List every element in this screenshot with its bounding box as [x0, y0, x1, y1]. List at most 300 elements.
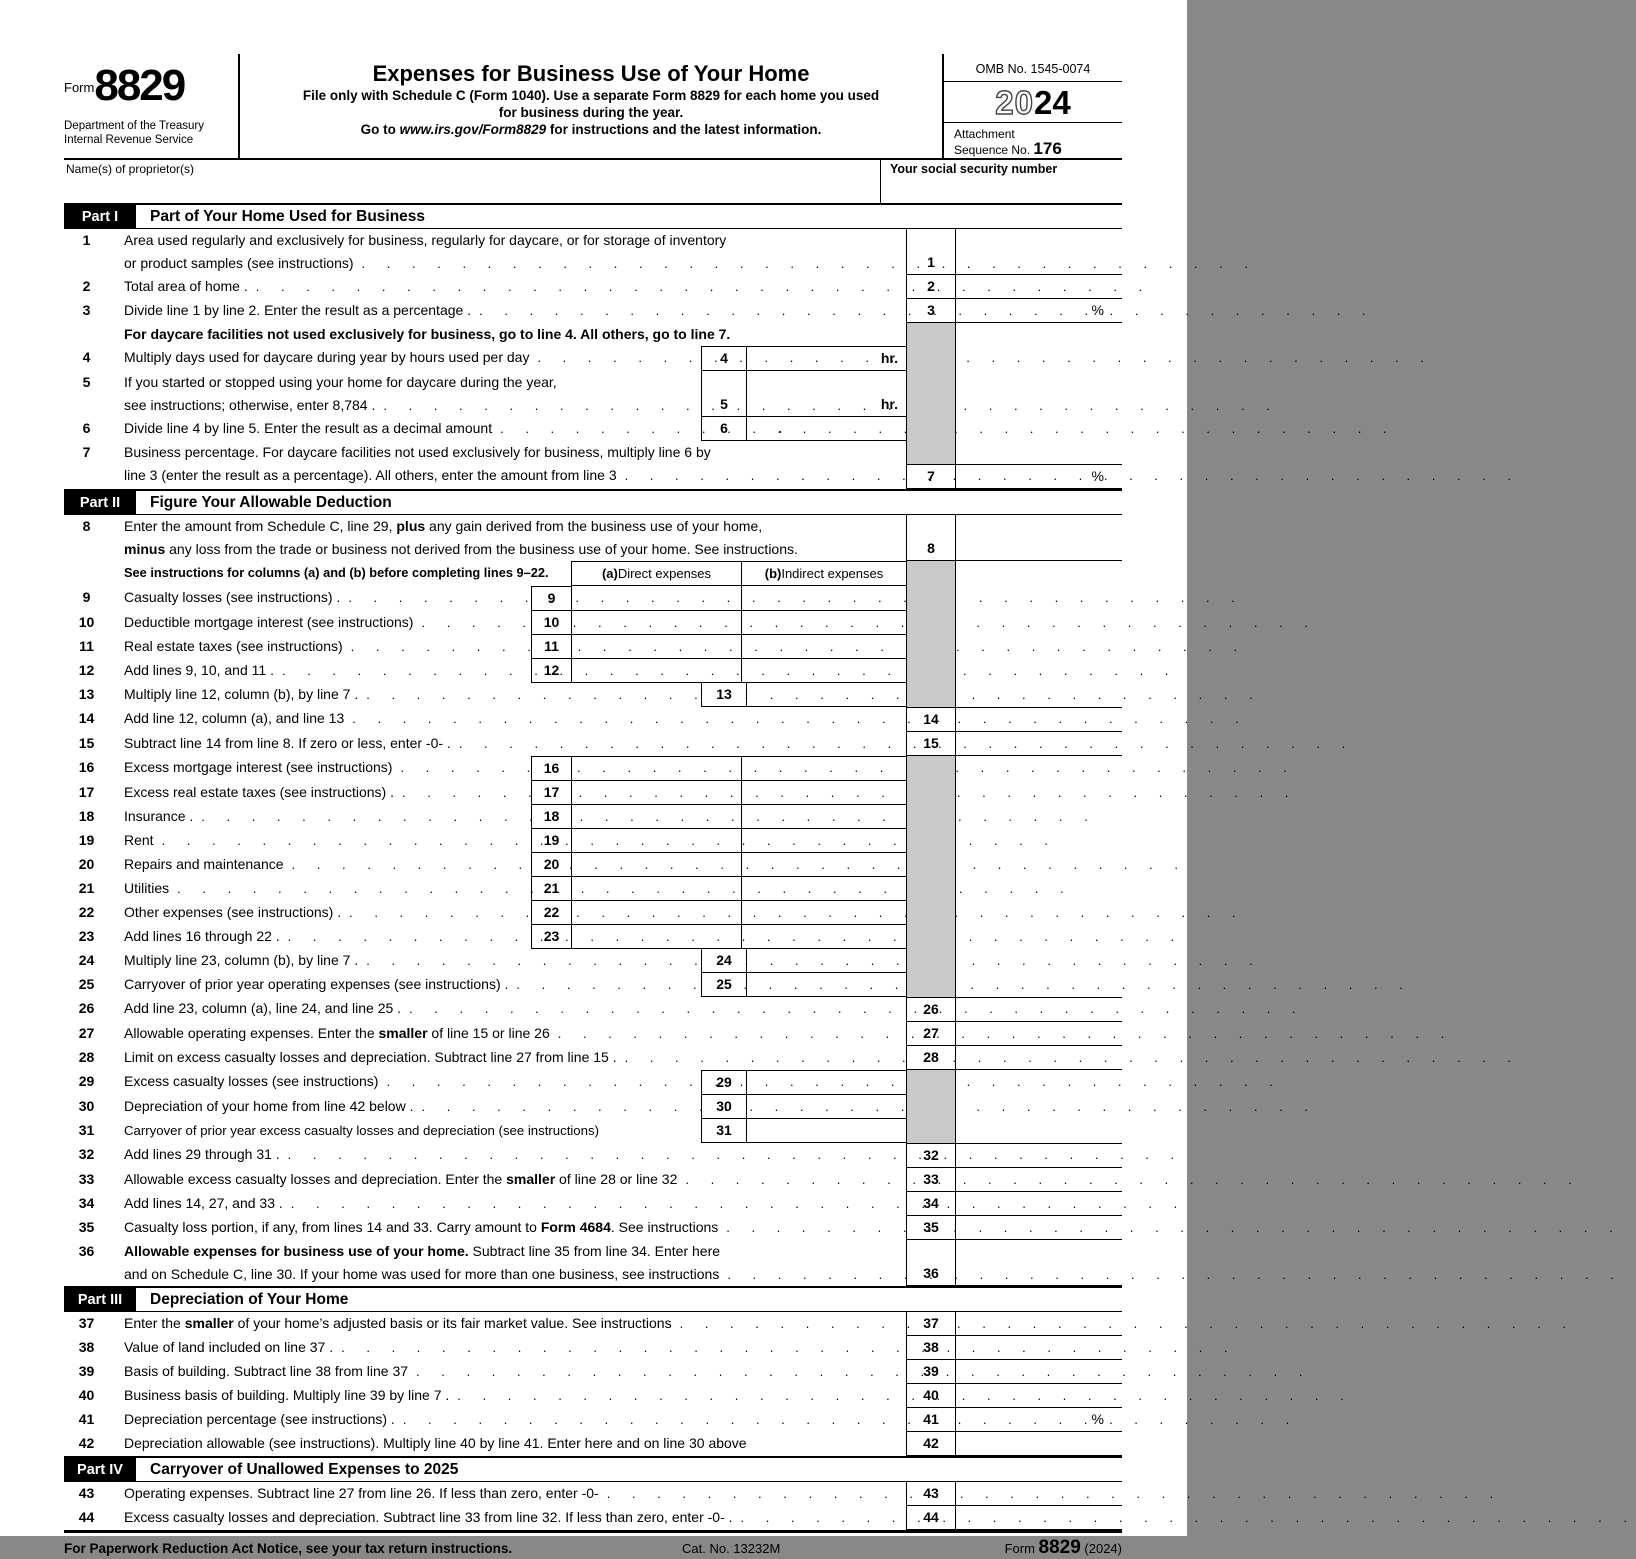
dot-leader: [413, 1095, 701, 1119]
line-31-label: Carryover of prior year excess casualty losses and depreciation (see instructions): [124, 1123, 599, 1138]
line-5-row: [64, 371, 1122, 417]
shaded-cell: [906, 756, 956, 781]
line-28-box-number: 28: [906, 1046, 956, 1070]
dot-leader: [492, 417, 701, 441]
dot-leader: [451, 732, 906, 756]
part-iv-tag: Part IV: [64, 1458, 136, 1481]
empty-cell: [956, 659, 1122, 683]
column-header-row: [64, 561, 1122, 586]
line-41-row: [64, 1408, 1122, 1432]
line-19-label: Rent . . .: [109, 829, 531, 853]
line-8-number: 8: [82, 518, 91, 534]
line-24-box-number: 24: [701, 949, 746, 973]
line-41-amount-box[interactable]: [956, 1408, 1122, 1432]
line-41-label: Depreciation percentage (see instructions) . . . .: [109, 1408, 906, 1432]
line-3-label: Divide line 1 by line 2. Enter the result as a percentage . . . .: [109, 299, 906, 323]
empty-cell: [956, 561, 1122, 586]
line-15-number: 15: [78, 735, 95, 751]
line-11-label: Real estate taxes (see instructions) . . .: [109, 635, 531, 659]
line-32-box-number: 32: [906, 1143, 956, 1168]
dot-leader: [733, 1506, 906, 1530]
line-11-direct-box[interactable]: [571, 635, 741, 659]
line-22-direct-box[interactable]: [571, 901, 741, 925]
empty-cell: [956, 346, 1122, 371]
line-18-indirect-box[interactable]: [741, 805, 906, 829]
omb-number: OMB No. 1545-0074: [944, 54, 1122, 82]
line-6-number: 6: [82, 420, 91, 436]
line-31-number: 31: [78, 1122, 95, 1138]
line-1-label: Area used regularly and exclusively for business, regularly for daycare, or for storage of inventory or product samples (see instructions) . . .: [109, 229, 906, 275]
line-7-row-bottom: [64, 464, 1122, 489]
empty-cell: [956, 417, 1122, 441]
line-10-box-number: 10: [531, 611, 571, 635]
shaded-cell: [906, 635, 956, 659]
line-10-direct-box[interactable]: [571, 611, 741, 635]
line-16-row: [64, 756, 1122, 781]
line-29-row: [64, 1070, 1122, 1095]
name-ssn-row: [64, 160, 1122, 203]
empty-cell: [956, 829, 1122, 853]
line-25-row: [64, 973, 1122, 997]
line-44-number: 44: [78, 1509, 95, 1525]
line-24-number: 24: [78, 952, 95, 968]
empty-cell: [956, 877, 1122, 901]
dot-leader: [395, 1408, 906, 1432]
empty-cell: [956, 949, 1122, 973]
line-29-value-box[interactable]: [746, 1070, 906, 1095]
empty-cell: [956, 901, 1122, 925]
percent-sign: %: [1091, 1411, 1104, 1427]
line-4-number: 4: [82, 349, 91, 365]
line-30-box-number: 30: [701, 1095, 746, 1119]
line-16-label: Excess mortgage interest (see instructions) . . .: [109, 756, 531, 781]
line-21-indirect-box[interactable]: [741, 877, 906, 901]
line-23-direct-box[interactable]: [571, 925, 741, 949]
line-2-number: 2: [82, 278, 91, 294]
empty-cell: [956, 586, 1122, 611]
line-17-row: [64, 781, 1122, 805]
dot-leader: [471, 299, 906, 323]
line-34-amount-box[interactable]: [956, 1192, 1122, 1216]
line-17-indirect-box[interactable]: [741, 781, 906, 805]
line-19-number: 19: [78, 832, 95, 848]
dot-leader: [284, 853, 531, 877]
shaded-cell: [906, 346, 956, 371]
line-8-label: Enter the amount from Schedule C, line 29, plus any gain derived from the business use of your home, minus any loss from the trade or business not derived from the business use of your home. See instructions.: [124, 518, 798, 557]
line-26-amount-box[interactable]: [956, 997, 1122, 1022]
line-8-box-number: 8: [906, 515, 956, 561]
paperwork-notice: For Paperwork Reduction Act Notice, see your tax return instructions.: [64, 1541, 513, 1556]
dot-leader: [617, 464, 906, 489]
line-18-direct-box[interactable]: [571, 805, 741, 829]
line-39-amount-box[interactable]: [956, 1360, 1122, 1384]
line-26-number: 26: [78, 1000, 95, 1016]
line-22-label: Other expenses (see instructions) . . . .: [109, 901, 531, 925]
line-10-indirect-box[interactable]: [741, 611, 906, 635]
line-25-label: Carryover of prior year operating expenses (see instructions) . . . .: [109, 973, 701, 997]
tax-year: 2024: [944, 82, 1122, 123]
line-37-row: [64, 1312, 1122, 1336]
line-10-number: 10: [78, 614, 95, 630]
shaded-cell: [906, 829, 956, 853]
line-3-number: 3: [82, 302, 91, 318]
shaded-cell: [906, 441, 956, 464]
line-37-amount-box[interactable]: [956, 1312, 1122, 1336]
line-26-row: [64, 997, 1122, 1022]
line-3-box-number: 3: [906, 299, 956, 323]
line-42-number: 42: [78, 1435, 95, 1451]
line-1-row: [64, 229, 1122, 275]
line-7-label-1: Business percentage. For daycare facilities not used exclusively for business, multiply line 6 by: [124, 444, 711, 460]
line-29-box-number: 29: [701, 1070, 746, 1095]
line-19-direct-box[interactable]: [571, 829, 741, 853]
empty-cell: [956, 853, 1122, 877]
part-ii-tag: Part II: [64, 491, 136, 514]
empty-cell: [956, 323, 1122, 346]
empty-cell: [956, 805, 1122, 829]
line-43-amount-box[interactable]: [956, 1482, 1122, 1506]
line-32-amount-box[interactable]: [956, 1143, 1122, 1168]
empty-cell: [956, 441, 1122, 464]
line-25-value-box[interactable]: [746, 973, 906, 997]
line-11-indirect-box[interactable]: [741, 635, 906, 659]
dot-leader: [719, 1263, 906, 1286]
dot-leader: [378, 1070, 701, 1095]
line-38-row: [64, 1336, 1122, 1360]
line-19-indirect-box[interactable]: [741, 829, 906, 853]
line-11-box-number: 11: [531, 635, 571, 659]
line-36-amount-box[interactable]: [956, 1240, 1122, 1286]
dot-leader: [672, 1312, 906, 1336]
dot-leader: [413, 611, 531, 635]
part-iii-header: [64, 1286, 1122, 1312]
line-17-label: Excess real estate taxes (see instructions) . . . .: [109, 781, 531, 805]
see-instructions-note: See instructions for columns (a) and (b) before completing lines 9–22.: [124, 565, 549, 580]
line-38-amount-box[interactable]: [956, 1336, 1122, 1360]
shaded-cell: [906, 973, 956, 997]
form-header: [64, 54, 1122, 160]
line-37-label: Enter the smaller of your home’s adjusted basis or its fair market value. See instructions . . .: [109, 1312, 906, 1336]
empty-cell: [956, 925, 1122, 949]
line-16-indirect-box[interactable]: [741, 756, 906, 781]
line-9-indirect-box[interactable]: [741, 586, 906, 611]
line-12-row: [64, 659, 1122, 683]
empty-cell: [956, 781, 1122, 805]
line-16-direct-box[interactable]: [571, 756, 741, 781]
line-23-indirect-box[interactable]: [741, 925, 906, 949]
line-36-number: 36: [78, 1243, 95, 1259]
line-7-row-top: [64, 441, 1122, 464]
line-28-number: 28: [78, 1049, 95, 1065]
line-14-row: [64, 707, 1122, 732]
line-37-box-number: 37: [906, 1312, 956, 1336]
line-42-amount-box[interactable]: [956, 1432, 1122, 1456]
line-13-value-box[interactable]: [746, 683, 906, 707]
line-8-amount-box[interactable]: [956, 515, 1122, 561]
line-23-box-number: 23: [531, 925, 571, 949]
attachment-sequence: Attachment Sequence No. 176: [954, 127, 1062, 158]
empty-cell: [956, 1119, 1122, 1143]
form-word: Form: [64, 80, 95, 95]
line-15-amount-box[interactable]: [956, 732, 1122, 756]
line-5-number: 5: [82, 374, 91, 390]
line-31-value-box[interactable]: [746, 1119, 906, 1143]
shaded-cell: [906, 1119, 956, 1143]
shaded-cell: [906, 853, 956, 877]
empty-cell: [956, 611, 1122, 635]
line-22-box-number: 22: [531, 901, 571, 925]
shaded-cell: [906, 877, 956, 901]
shaded-cell: [906, 1095, 956, 1119]
line-29-label: Excess casualty losses (see instructions) . . .: [109, 1070, 701, 1095]
line-36-label: Allowable expenses for business use of your home. Subtract line 35 from line 34. Enter here and on Schedule C, line 30. If your home was used for more than one business, see instructions . . .: [109, 1240, 906, 1286]
dot-leader: [169, 877, 531, 901]
dot-leader: [392, 756, 531, 781]
line-18-box-number: 18: [531, 805, 571, 829]
line-2-box-number: 2: [906, 275, 956, 299]
line-44-label: Excess casualty losses and depreciation. Subtract line 33 from line 32. If less than zero, enter -0- . . . .: [109, 1506, 906, 1530]
line-33-amount-box[interactable]: [956, 1168, 1122, 1192]
column-a-header: (a) Direct expenses: [571, 561, 741, 586]
line-40-amount-box[interactable]: [956, 1384, 1122, 1408]
dot-leader: [280, 925, 531, 949]
line-27-box-number: 27: [906, 1022, 956, 1046]
column-b-header: (b) Indirect expenses: [741, 561, 906, 586]
line-4-row: [64, 346, 1122, 371]
dot-leader: [280, 1143, 906, 1168]
dot-leader: [529, 346, 701, 371]
line-31-row: [64, 1119, 1122, 1143]
dot-leader: [341, 901, 531, 925]
percent-sign: %: [1091, 302, 1104, 318]
dot-leader: [394, 781, 531, 805]
line-21-row: [64, 877, 1122, 901]
decimal-point: .: [778, 420, 782, 436]
line-1-amount-box[interactable]: [956, 229, 1122, 275]
line-17-direct-box[interactable]: [571, 781, 741, 805]
line-38-box-number: 38: [906, 1336, 956, 1360]
line-22-row: [64, 901, 1122, 925]
shaded-cell: [906, 561, 956, 586]
footer-form-id: Form 8829 (2024): [1004, 1537, 1122, 1558]
line-4-value-box[interactable]: [746, 346, 906, 371]
dot-leader: [508, 973, 701, 997]
line-13-number: 13: [78, 686, 95, 702]
line-18-label: Insurance . . . .: [109, 805, 531, 829]
empty-cell: [956, 635, 1122, 659]
line-21-direct-box[interactable]: [571, 877, 741, 901]
hours-unit: hr.: [880, 396, 898, 412]
dot-leader: [599, 1482, 906, 1506]
line-34-box-number: 34: [906, 1192, 956, 1216]
part-i-tag: Part I: [64, 205, 136, 228]
empty-cell: [956, 683, 1122, 707]
line-34-row: [64, 1192, 1122, 1216]
line-20-direct-box[interactable]: [571, 853, 741, 877]
line-5-box-number: 5: [701, 371, 746, 417]
part-i-title: Part of Your Home Used for Business: [150, 207, 426, 225]
line-15-label: Subtract line 14 from line 8. If zero or less, enter -0- . . . .: [109, 732, 906, 756]
dot-leader: [401, 997, 906, 1022]
dot-leader: [274, 659, 531, 683]
part-iv-header: [64, 1456, 1122, 1482]
line-24-value-box[interactable]: [746, 949, 906, 973]
line-13-row: [64, 683, 1122, 707]
irs-url: www.irs.gov/Form8829: [399, 122, 547, 137]
line-7-amount-box[interactable]: [956, 464, 1122, 489]
line-38-number: 38: [78, 1339, 95, 1355]
form-number: 8829: [94, 61, 185, 110]
shaded-cell: [906, 371, 956, 417]
line-17-number: 17: [78, 784, 95, 800]
form-number-block: [64, 54, 240, 158]
dot-leader: [248, 275, 906, 299]
dot-leader: [449, 1384, 906, 1408]
line-30-value-box[interactable]: [746, 1095, 906, 1119]
line-14-box-number: 14: [906, 707, 956, 732]
line-18-row: [64, 805, 1122, 829]
omb-year-block: [942, 54, 1122, 158]
line-12-indirect-box[interactable]: [741, 659, 906, 683]
line-44-row: [64, 1506, 1122, 1530]
line-5-label: If you started or stopped using your home for daycare during the year, see instructions; otherwise, enter 8,784 . . . .: [109, 371, 701, 417]
line-3-row: [64, 299, 1122, 323]
empty-cell: [956, 1095, 1122, 1119]
line-12-number: 12: [78, 662, 95, 678]
empty-cell: [956, 371, 1122, 417]
part-ii-header: [64, 489, 1122, 515]
line-20-label: Repairs and maintenance . . .: [109, 853, 531, 877]
dot-leader: [718, 1216, 906, 1240]
line-27-label: Allowable operating expenses. Enter the smaller of line 15 or line 26 . . .: [109, 1022, 906, 1046]
line-9-direct-box[interactable]: [571, 586, 741, 611]
part-iii-tag: Part III: [64, 1288, 136, 1311]
line-26-box-number: 26: [906, 997, 956, 1022]
shaded-cell: [906, 417, 956, 441]
line-44-box-number: 44: [906, 1506, 956, 1530]
line-1-number: 1: [82, 232, 91, 248]
shaded-cell: [906, 586, 956, 611]
line-22-number: 22: [78, 904, 95, 920]
ssn-field[interactable]: Your social security number: [880, 160, 1122, 203]
line-29-number: 29: [78, 1073, 95, 1089]
line-43-row: [64, 1482, 1122, 1506]
daycare-note: For daycare facilities not used exclusively for business, go to line 4. All others, go to line 7.: [124, 326, 731, 342]
agency-line-2: Internal Revenue Service: [64, 133, 194, 146]
line-28-amount-box[interactable]: [956, 1046, 1122, 1070]
line-6-box-number: 6: [701, 417, 746, 441]
line-25-number: 25: [78, 976, 95, 992]
line-39-number: 39: [78, 1363, 95, 1379]
line-6-label: Divide line 4 by line 5. Enter the result as a decimal amount . . .: [109, 417, 701, 441]
line-2-amount-box[interactable]: [956, 275, 1122, 299]
line-27-amount-box[interactable]: [956, 1022, 1122, 1046]
line-41-number: 41: [78, 1411, 95, 1427]
percent-sign: %: [1091, 468, 1104, 484]
line-28-row: [64, 1046, 1122, 1070]
line-35-amount-box[interactable]: [956, 1216, 1122, 1240]
line-12-box-number: 12: [531, 659, 571, 683]
line-16-box-number: 16: [531, 756, 571, 781]
line-14-label: Add line 12, column (a), and line 13 . . .: [109, 707, 906, 732]
line-4-label: Multiply days used for daycare during year by hours used per day . . .: [109, 346, 701, 371]
catalog-number: Cat. No. 13232M: [682, 1541, 781, 1556]
line-9-row: [64, 586, 1122, 611]
line-18-number: 18: [78, 808, 95, 824]
dot-leader: [154, 829, 531, 853]
agency-line-1: Department of the Treasury: [64, 120, 204, 132]
line-38-label: Value of land included on line 37 . . . .: [109, 1336, 906, 1360]
line-2-label: Total area of home . . . .: [109, 275, 906, 299]
line-35-label: Casualty loss portion, if any, from lines 14 and 33. Carry amount to Form 4684. See instructions . . .: [109, 1216, 906, 1240]
line-43-number: 43: [78, 1485, 95, 1501]
line-14-amount-box[interactable]: [956, 707, 1122, 732]
line-36-box-number: 36: [906, 1240, 956, 1286]
agency-lines: [64, 120, 238, 147]
line-12-direct-box[interactable]: [571, 659, 741, 683]
line-11-row: [64, 635, 1122, 659]
part-iii-title: Depreciation of Your Home: [150, 1290, 349, 1308]
dot-leader: [550, 1022, 906, 1046]
line-39-row: [64, 1360, 1122, 1384]
line-42-box-number: 42: [906, 1432, 956, 1456]
shaded-cell: [906, 781, 956, 805]
proprietor-name-field[interactable]: Name(s) of proprietor(s): [66, 162, 195, 176]
line-20-indirect-box[interactable]: [741, 853, 906, 877]
line-22-indirect-box[interactable]: [741, 901, 906, 925]
line-28-label: Limit on excess casualty losses and depreciation. Subtract line 27 from line 15 . . . .: [109, 1046, 906, 1070]
line-16-number: 16: [78, 759, 95, 775]
line-5-value-box[interactable]: [746, 371, 906, 417]
line-35-box-number: 35: [906, 1216, 956, 1240]
form-subtitle-2: for business during the year.: [498, 105, 684, 120]
line-15-row: [64, 732, 1122, 756]
dot-leader: [354, 252, 906, 275]
line-39-box-number: 39: [906, 1360, 956, 1384]
line-19-box-number: 19: [531, 829, 571, 853]
line-30-number: 30: [78, 1098, 95, 1114]
line-10-label: Deductible mortgage interest (see instructions) . . .: [109, 611, 531, 635]
line-3-amount-box[interactable]: [956, 299, 1122, 323]
line-33-number: 33: [78, 1171, 95, 1187]
line-6-row: [64, 417, 1122, 441]
empty-cell: [956, 756, 1122, 781]
line-33-label: Allowable excess casualty losses and depreciation. Enter the smaller of line 28 or line 32 . . .: [109, 1168, 906, 1192]
dot-leader: [358, 949, 701, 973]
line-42-row: [64, 1432, 1122, 1456]
empty-cell: [956, 1070, 1122, 1095]
line-24-row: [64, 949, 1122, 973]
form-title-block: [240, 54, 942, 158]
line-26-label: Add line 23, column (a), line 24, and line 25 . . . .: [109, 997, 906, 1022]
line-32-label: Add lines 29 through 31 . . . .: [109, 1143, 906, 1168]
shaded-cell: [906, 323, 956, 346]
line-43-label: Operating expenses. Subtract line 27 from line 26. If less than zero, enter -0- . . .: [109, 1482, 906, 1506]
line-21-number: 21: [78, 880, 95, 896]
line-19-row: [64, 829, 1122, 853]
line-20-box-number: 20: [531, 853, 571, 877]
line-34-label: Add lines 14, 27, and 33 . . . .: [109, 1192, 906, 1216]
line-39-label: Basis of building. Subtract line 38 from line 37 . . .: [109, 1360, 906, 1384]
line-20-number: 20: [78, 856, 95, 872]
line-31-box-number: 31: [701, 1119, 746, 1143]
line-40-row: [64, 1384, 1122, 1408]
line-25-box-number: 25: [701, 973, 746, 997]
line-6-value-box[interactable]: [746, 417, 906, 441]
part-ii-title: Figure Your Allowable Deduction: [150, 493, 392, 511]
line-44-amount-box[interactable]: [956, 1506, 1122, 1530]
line-40-box-number: 40: [906, 1384, 956, 1408]
